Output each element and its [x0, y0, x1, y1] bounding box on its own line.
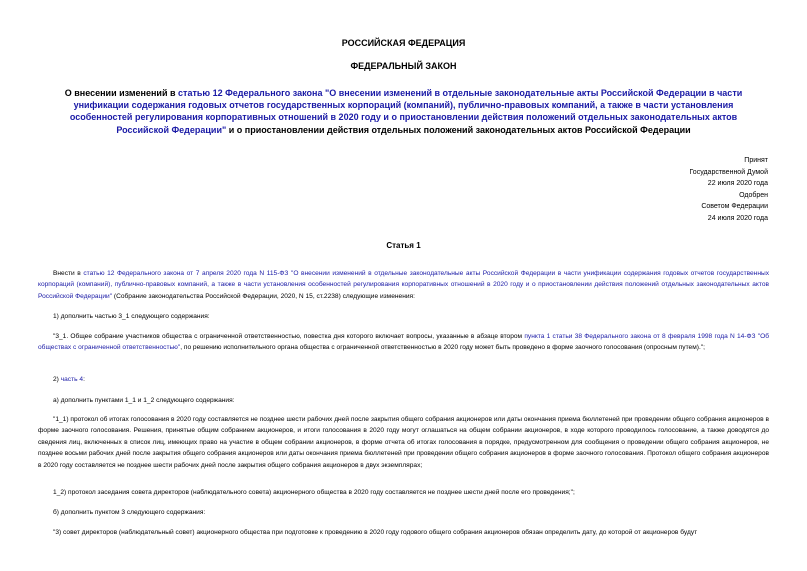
approved-date: 24 июля 2020 года: [707, 214, 768, 222]
paragraph-item-1: 1) дополнить частью 3_1 следующего содержания:: [53, 313, 210, 320]
paragraph-item-2: [38, 374, 769, 385]
part-3-1-prefix: "3_1. Общее собрание участников общества с ограниченной ответственностью, повестка дня которого включает вопросы, указанные в абзаце втором: [53, 333, 525, 340]
adopted-label: Принят: [744, 157, 768, 164]
approved-label: Одобрен: [739, 191, 768, 199]
paragraph-subitem-b: б) дополнить пунктом 3 следующего содержания:: [53, 509, 206, 516]
paragraph-1-1: "1_1) протокол об итогах голосования в 2020 году составляется не позднее шести рабочих дней после закрытия общего собрания акционеров или даты окончания приема бюллетеней при проведении общего собрания акционеров в форме заочного голосования. Решения, принятые общим собранием акционеров, и итоги голосования в 2020 году могут оглашаться на общем собрании акционеров, в ходе которого проводилось голосование, а также доводятся до сведения лиц, включенных в список лиц, имеющих право на участие в общем собрании акционеров, в форме отчета об итогах голосования в порядке, предусмотренном для сообщения о проведении общего собрания акционеров, не позднее восьми рабочих дней после закрытия общего собрания акционеров или даты окончания приема бюллетеней при проведении общего собрания акционеров в форме заочного голосования. Протокол общего собрания акционеров в 2020 году составляется не позднее шести рабочих дней после закрытия общего собрания акционеров в двух экземплярах;: [38, 416, 769, 469]
law-title: [48, 87, 759, 136]
document-type-heading: ФЕДЕРАЛЬНЫЙ ЗАКОН: [350, 61, 457, 71]
country-heading: РОССИЙСКАЯ ФЕДЕРАЦИЯ: [341, 38, 466, 48]
approved-by: Советом Федерации: [701, 203, 768, 210]
title-link[interactable]: статью 12 Федерального закона "О внесении изменений в отдельные законодательные акты Российской Федерации в части унификации содержания годовых отчетов государственных корпораций (компаний), публично-правовых компаний, а также в части установления особенностей регулирования корпоративных отношений в 2020 году и о приостановлении действия положений отдельных законодательных актов Российской Федерации": [69, 88, 743, 135]
item-2-prefix: 2): [53, 376, 61, 383]
article-heading: Статья 1: [386, 241, 421, 250]
paragraph-1-2: 1_2) протокол заседания совета директоров (наблюдательного совета) акционерного общества в 2020 году составляется не позднее шести дней после его проведения;";: [53, 489, 575, 496]
intro-prefix: Внести в: [53, 270, 84, 277]
paragraph-3: "3) совет директоров (наблюдательный совет) акционерного общества при подготовке к проведению в 2020 году годового общего собрания акционеров обязан определить дату, до которой от акционеров будут: [53, 529, 698, 536]
paragraph-part-3-1: [38, 331, 769, 354]
title-prefix: О внесении изменений в: [64, 88, 179, 98]
part-3-1-suffix: , по решению исполнительного органа общества с ограниченной ответственностью в 2020 году может быть проведено в форме заочного голосования (опросным путем).";: [180, 344, 705, 352]
adoption-info: [689, 155, 768, 224]
paragraph-intro: [38, 268, 769, 302]
part-3-1-link[interactable]: пункта 1 статьи 38 Федерального закона от 8 февраля 1998 года N 14-ФЗ "Об обществах с ограниченной ответственностью": [38, 333, 769, 352]
intro-link[interactable]: статью 12 Федерального закона от 7 апреля 2020 года N 115-ФЗ "О внесении изменений в отдельные законодательные акты Российской Федерации в части унификации содержания годовых отчетов государственных корпораций (компаний), публично-правовых компаний, а также в части установления особенностей регулирования корпоративных отношений в 2020 году и о приостановлении действия положений отдельных законодательных актов Российской Федерации": [38, 270, 770, 300]
paragraph-subitem-a: а) дополнить пунктами 1_1 и 1_2 следующего содержания:: [53, 397, 235, 404]
intro-suffix: (Собрание законодательства Российской Федерации, 2020, N 15, ст.2238) следующие изменения:: [112, 292, 415, 300]
item-2-link[interactable]: часть 4: [60, 376, 84, 383]
title-suffix: и о приостановлении действия отдельных положений законодательных актов Российской Федерации: [226, 124, 691, 135]
item-2-suffix: :: [83, 376, 85, 383]
adopted-date: 22 июля 2020 года: [707, 180, 768, 187]
adopted-by: Государственной Думой: [689, 168, 768, 176]
